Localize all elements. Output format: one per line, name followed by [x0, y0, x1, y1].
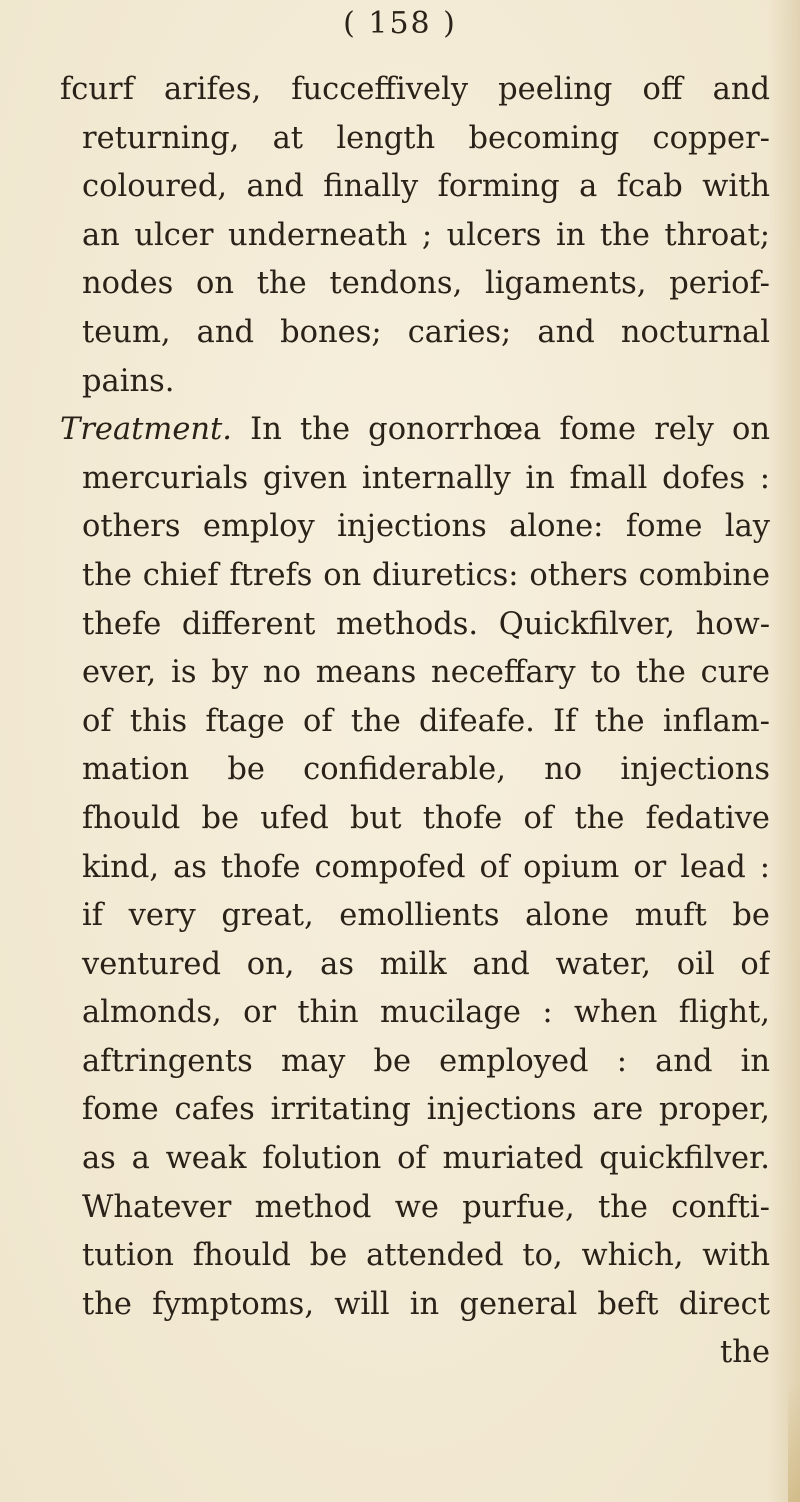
treatment-text: In the gonorrhœa fome rely on	[250, 412, 770, 448]
text-line: of this ftage of the difeafe. If the inflam-	[82, 703, 770, 739]
text-line: aftringents may be employed : and in	[82, 1043, 770, 1079]
text-line: an ulcer underneath ; ulcers in the throat;	[82, 217, 770, 253]
text-line: fcurf arifes, fucceffively peeling off and	[60, 72, 770, 107]
text-line: nodes on the tendons, ligaments, periof-	[82, 266, 770, 302]
text-line: returning, at length becoming copper-	[82, 120, 770, 156]
text-line: ventured on, as milk and water, oil of	[82, 946, 770, 982]
treatment-heading: Treatment.	[60, 412, 232, 448]
text-line: tution fhould be attended to, which, with	[82, 1238, 770, 1274]
text-line: the fymptoms, will in general beft direct	[82, 1286, 770, 1322]
text-line: pains.	[82, 363, 175, 399]
text-line: the chief ftrefs on diuretics: others combine	[82, 557, 770, 593]
page-edge-stain	[788, 1380, 800, 1502]
text-line: thefe different methods. Quickfilver, how-	[82, 606, 770, 642]
text-line: coloured, and finally forming a fcab with	[82, 169, 770, 205]
text-line: mercurials given internally in fmall dofes :	[82, 460, 770, 496]
text-line: fome cafes irritating injections are proper,	[82, 1092, 770, 1128]
text-line-treatment	[60, 406, 770, 455]
text-line: Whatever method we purfue, the confti-	[82, 1189, 770, 1225]
body-text	[60, 66, 770, 1378]
catchword: the	[720, 1335, 770, 1371]
text-line: others employ injections alone: fome lay	[82, 509, 770, 545]
text-line: almonds, or thin mucilage : when flight,	[82, 995, 770, 1031]
text-line: as a weak folution of muriated quickfilver.	[82, 1141, 770, 1177]
text-line: mation be confiderable, no injections	[82, 752, 770, 788]
text-line: ever, is by no means neceffary to the cure	[82, 655, 770, 691]
text-line: kind, as thofe compofed of opium or lead :	[82, 849, 770, 885]
page-number: ( 158 )	[343, 6, 457, 41]
text-line: fhould be ufed but thofe of the fedative	[82, 800, 770, 836]
text-line: if very great, emollients alone muft be	[82, 898, 770, 934]
text-line: teum, and bones; caries; and nocturnal	[82, 314, 770, 350]
